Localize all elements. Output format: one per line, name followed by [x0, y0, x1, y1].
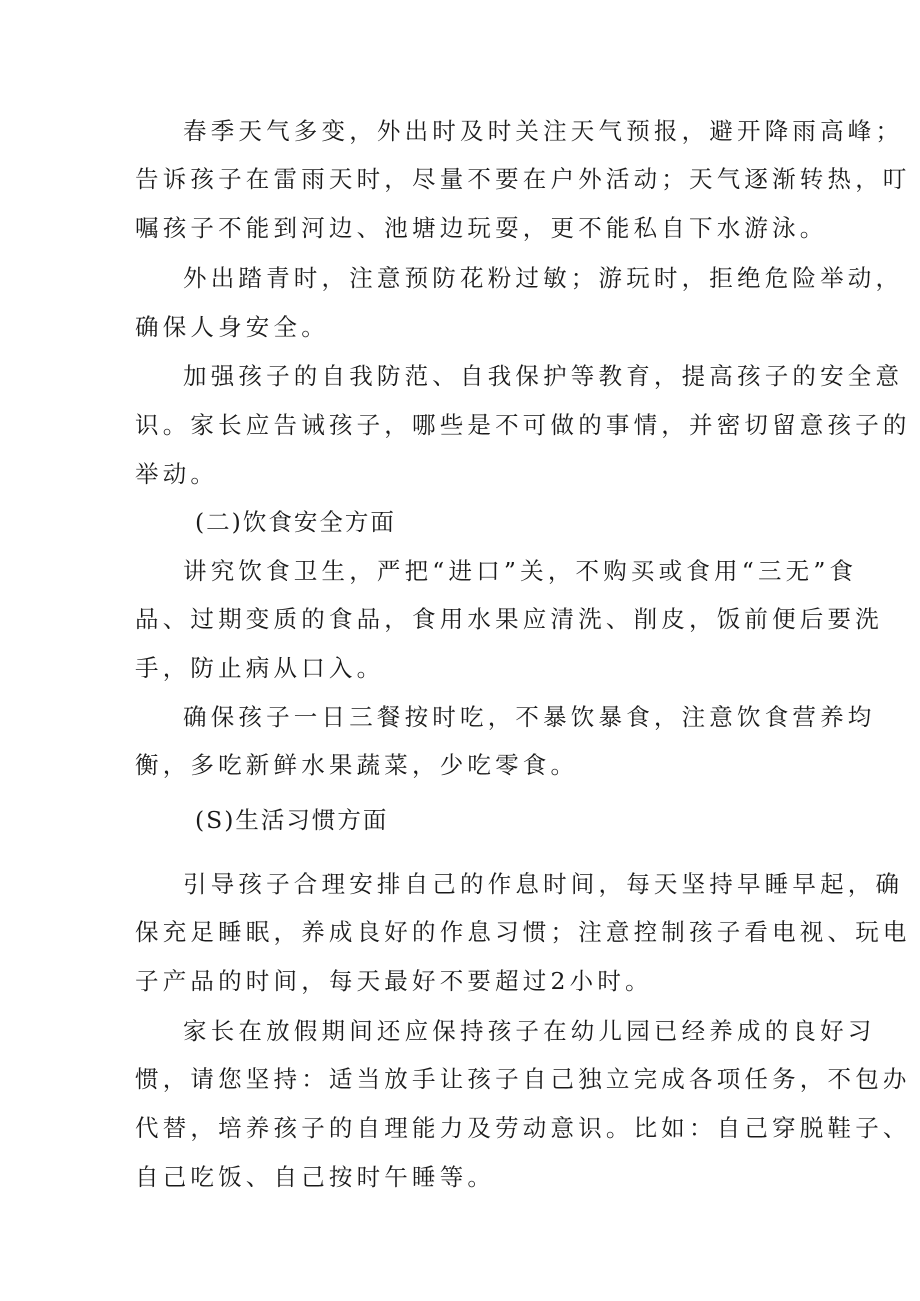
paragraph-line: 识。家长应告诫孩子，哪些是不可做的事情，并密切留意孩子的	[135, 411, 911, 439]
paragraph-line: 确保孩子一日三餐按时吃，不暴饮暴食，注意饮食营养均	[183, 703, 876, 731]
paragraph-line: 惯，请您坚持：适当放手让孩子自己独立完成各项任务，不包办	[135, 1065, 911, 1093]
paragraph-line: 讲究饮食卫生，严把“进口”关，不购买或食用“三无”食	[183, 557, 858, 585]
paragraph-line: 家长在放假期间还应保持孩子在幼儿园已经养成的良好习	[183, 1017, 876, 1045]
section-heading: (S)生活习惯方面	[195, 806, 389, 834]
paragraph-line: 举动。	[135, 460, 219, 488]
paragraph-line: 外出踏青时，注意预防花粉过敏；游玩时，拒绝危险举动，	[183, 264, 904, 292]
paragraph-line: 保充足睡眠，养成良好的作息习惯；注意控制孩子看电视、玩电	[135, 918, 911, 946]
section-heading: (二)饮食安全方面	[195, 508, 396, 536]
paragraph-line: 加强孩子的自我防范、自我保护等教育，提高孩子的安全意	[183, 362, 904, 390]
paragraph-line: 品、过期变质的食品，食用水果应清洗、削皮，饭前便后要洗	[135, 605, 883, 633]
paragraph-line: 春季天气多变，外出时及时关注天气预报，避开降雨高峰；	[183, 117, 904, 145]
paragraph-line: 确保人身安全。	[135, 313, 329, 341]
paragraph-line: 衡，多吃新鲜水果蔬菜，少吃零食。	[135, 751, 579, 779]
paragraph-line: 引导孩子合理安排自己的作息时间，每天坚持早睡早起，确	[183, 870, 904, 898]
paragraph-line: 告诉孩子在雷雨天时，尽量不要在户外活动；天气逐渐转热，叮	[135, 165, 911, 193]
paragraph-line: 代替，培养孩子的自理能力及劳动意识。比如：自己穿脱鞋子、	[135, 1114, 911, 1142]
paragraph-line: 手，防止病从口入。	[135, 654, 385, 682]
paragraph-line: 子产品的时间，每天最好不要超过2小时。	[135, 967, 653, 995]
paragraph-line: 嘱孩子不能到河边、池塘边玩耍，更不能私自下水游泳。	[135, 214, 828, 242]
paragraph-line: 自己吃饭、自己按时午睡等。	[135, 1163, 496, 1191]
